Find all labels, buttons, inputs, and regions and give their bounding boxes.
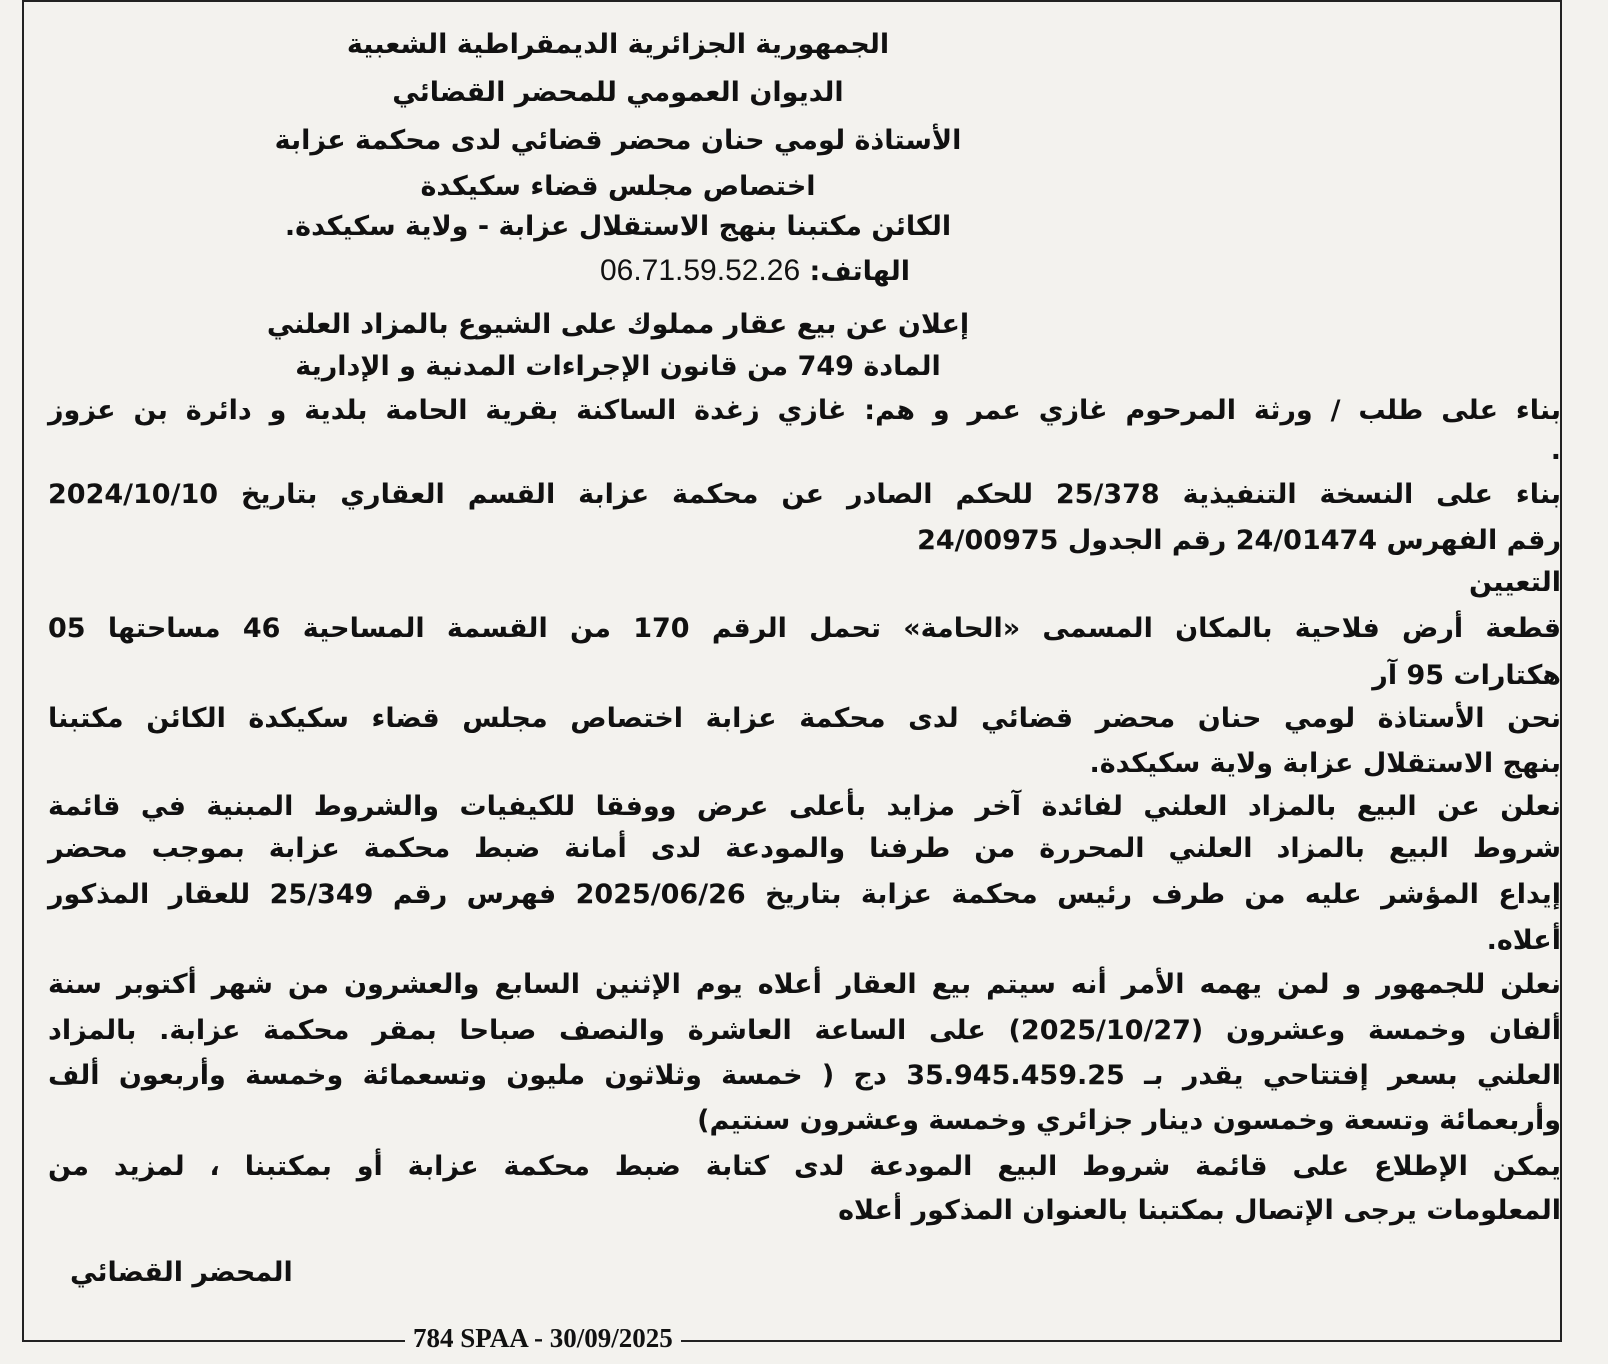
- phone-label: الهاتف:: [809, 256, 910, 287]
- body-line: هكتارات 95 آر: [1372, 660, 1561, 691]
- body-line: بناء على النسخة التنفيذية 25/378 للحكم الصادر عن محكمة عزابة القسم العقاري بتاريخ 2024/10/10: [48, 479, 1561, 510]
- body-line: العلني بسعر إفتتاحي يقدر بـ 35.945.459.25 دج ( خمسة وثلاثون مليون وتسعمائة وخمسة وأربعون ألف: [48, 1060, 1561, 1091]
- body-line: ألفان وخمسة وعشرون (2025/10/27) على الساعة العاشرة والنصف صباحا بمقر محكمة عزابة. بالمزاد: [48, 1015, 1561, 1046]
- notice-title: إعلان عن بيع عقار مملوك على الشيوع بالمزاد العلني: [266, 309, 970, 340]
- reference-code: 784 SPAA - 30/09/2025: [405, 1318, 681, 1358]
- footer-rule: [22, 1340, 1562, 1342]
- body-line: التعيين: [1469, 567, 1561, 598]
- header-republic: الجمهورية الجزائرية الديمقراطية الشعبية: [346, 29, 890, 60]
- body-line: إيداع المؤشر عليه من طرف رئيس محكمة عزابة بتاريخ 2025/06/26 فهرس رقم 25/349 للعقار المذكور: [48, 879, 1562, 910]
- body-line: المعلومات يرجى الإتصال بمكتبنا بالعنوان المذكور أعلاه: [838, 1195, 1561, 1226]
- body-line: رقم الفهرس 24/01474 رقم الجدول 24/00975: [917, 525, 1561, 556]
- body-line: يمكن الإطلاع على قائمة شروط البيع المودعة لدى كتابة ضبط محكمة عزابة أو بمكتبنا ، لمزيد من: [48, 1151, 1561, 1182]
- header-address: الكائن مكتبنا بنهج الاستقلال عزابة - ولاية سكيكدة.: [284, 211, 952, 242]
- body-line: نعلن للجمهور و لمن يهمه الأمر أنه سيتم بيع العقار أعلاه يوم الإثنين السابع والعشرون من شهر أكتوبر سنة: [48, 969, 1561, 1000]
- body-line: نعلن عن البيع بالمزاد العلني لفائدة آخر مزايد بأعلى عرض ووفقا للكيفيات والشروط المبنية في قائمة: [48, 791, 1561, 822]
- phone-number: 06.71.59.52.26: [599, 254, 801, 287]
- body-line: بنهج الاستقلال عزابة ولاية سكيكدة.: [1089, 748, 1561, 779]
- body-line: نحن الأستاذة لومي حنان محضر قضائي لدى محكمة عزابة اختصاص مجلس قضاء سكيكدة الكائن مكتبنا: [48, 703, 1561, 734]
- body-line: قطعة أرض فلاحية بالمكان المسمى «الحامة» تحمل الرقم 170 من القسمة المساحية 46 مساحتها 05: [48, 613, 1561, 644]
- signature: المحضر القضائي: [70, 1257, 293, 1288]
- notice-article: المادة 749 من قانون الإجراءات المدنية و الإدارية: [295, 351, 941, 382]
- header-jurisdiction: اختصاص مجلس قضاء سكيكدة: [420, 171, 816, 202]
- body-line: .: [1550, 435, 1561, 466]
- header-phone: [600, 248, 910, 295]
- header-bailiff: الأستاذة لومي حنان محضر قضائي لدى محكمة عزابة: [274, 125, 962, 156]
- body-line: بناء على طلب / ورثة المرحوم غازي عمر و هم: غازي زغدة الساكنة بقرية الحامة بلدية و دائرة بن عزوز: [48, 395, 1561, 426]
- body-line: وأربعمائة وتسعة وخمسون دينار جزائري وخمسة وعشرون سنتيم): [697, 1105, 1561, 1136]
- body-line: شروط البيع بالمزاد العلني المحررة من طرفنا والمودعة لدى أمانة ضبط محكمة عزابة بموجب محضر: [48, 833, 1561, 864]
- body-line: أعلاه.: [1486, 925, 1561, 956]
- header-office: الديوان العمومي للمحضر القضائي: [392, 77, 844, 108]
